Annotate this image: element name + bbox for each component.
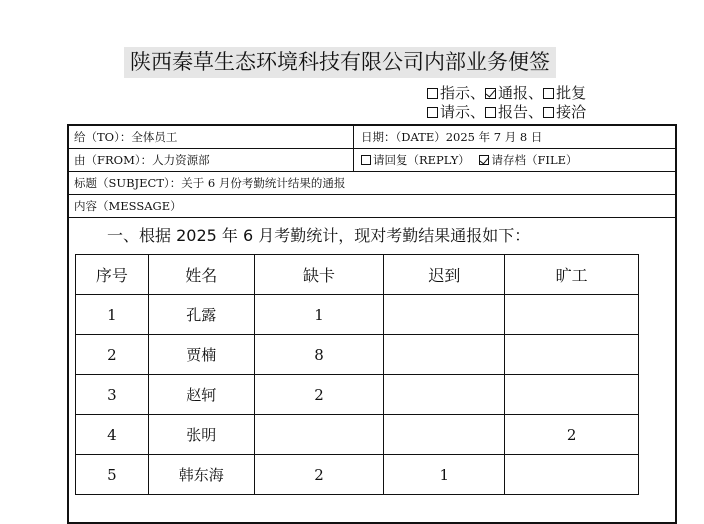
checkbox-checked-icon[interactable]	[485, 88, 496, 99]
option-notice[interactable]: 通报、	[485, 84, 543, 102]
option-request[interactable]: 请示、	[427, 103, 485, 121]
cell-no: 5	[76, 455, 149, 495]
option-approval[interactable]: 批复	[543, 84, 586, 102]
cell-missing-card	[254, 415, 384, 455]
cell-late: 1	[384, 455, 505, 495]
cell-no: 4	[76, 415, 149, 455]
intro-text: 一、根据 2025 年 6 月考勤统计，现对考勤结果通报如下：	[107, 226, 531, 245]
cell-late	[384, 295, 505, 335]
cell-late	[384, 415, 505, 455]
divider	[353, 126, 354, 148]
file-option[interactable]: 请存档（FILE）	[479, 153, 577, 167]
memo-body	[67, 124, 677, 524]
header-row-to	[69, 126, 675, 149]
cell-late	[384, 375, 505, 415]
cell-absent	[505, 335, 639, 375]
cell-missing-card: 1	[254, 295, 384, 335]
from-field: 由（FROM）：人力资源部	[74, 153, 210, 167]
option-report[interactable]: 报告、	[485, 103, 543, 121]
cell-name: 韩东海	[148, 455, 254, 495]
date-field: 日期：（DATE）2025 年 7 月 8 日	[361, 130, 543, 144]
cell-late	[384, 335, 505, 375]
divider	[353, 149, 354, 171]
cell-absent: 2	[505, 415, 639, 455]
memo-type-row-2	[427, 103, 586, 122]
cell-name: 张明	[148, 415, 254, 455]
cell-name: 孔露	[148, 295, 254, 335]
cell-no: 1	[76, 295, 149, 335]
table-row	[76, 455, 639, 495]
col-header-missing-card: 缺卡	[254, 255, 384, 295]
table-row	[76, 375, 639, 415]
cell-missing-card: 2	[254, 455, 384, 495]
cell-absent	[505, 455, 639, 495]
table-row	[76, 415, 639, 455]
option-liaison[interactable]: 接洽	[543, 103, 586, 121]
memo-title: 陕西秦草生态环境科技有限公司内部业务便签	[124, 47, 556, 78]
table-header-row	[76, 255, 639, 295]
cell-missing-card: 8	[254, 335, 384, 375]
cell-absent	[505, 295, 639, 335]
checkbox-icon[interactable]	[543, 88, 554, 99]
to-field: 给（TO）：全体员工	[74, 130, 178, 144]
cell-absent	[505, 375, 639, 415]
subject-field: 标题（SUBJECT）：关于 6 月份考勤统计结果的通报	[74, 176, 346, 190]
reply-file-options	[361, 149, 578, 171]
checkbox-icon[interactable]	[427, 107, 438, 118]
cell-no: 2	[76, 335, 149, 375]
table-row	[76, 295, 639, 335]
table-row	[76, 335, 639, 375]
message-label: 内容（MESSAGE）	[74, 199, 182, 213]
checkbox-checked-icon[interactable]	[479, 155, 489, 165]
cell-name: 赵轲	[148, 375, 254, 415]
memo-type-options	[427, 84, 586, 122]
checkbox-icon[interactable]	[361, 155, 371, 165]
checkbox-icon[interactable]	[427, 88, 438, 99]
option-instruction[interactable]: 指示、	[427, 84, 485, 102]
cell-name: 贾楠	[148, 335, 254, 375]
cell-missing-card: 2	[254, 375, 384, 415]
cell-no: 3	[76, 375, 149, 415]
header-row-message	[69, 195, 675, 218]
header-row-from	[69, 149, 675, 172]
checkbox-icon[interactable]	[485, 107, 496, 118]
col-header-absent: 旷工	[505, 255, 639, 295]
col-header-no: 序号	[76, 255, 149, 295]
memo-type-row-1	[427, 84, 586, 103]
reply-option[interactable]: 请回复（REPLY）	[361, 153, 470, 167]
header-row-subject	[69, 172, 675, 195]
attendance-table	[75, 254, 639, 495]
col-header-late: 迟到	[384, 255, 505, 295]
checkbox-icon[interactable]	[543, 107, 554, 118]
col-header-name: 姓名	[148, 255, 254, 295]
